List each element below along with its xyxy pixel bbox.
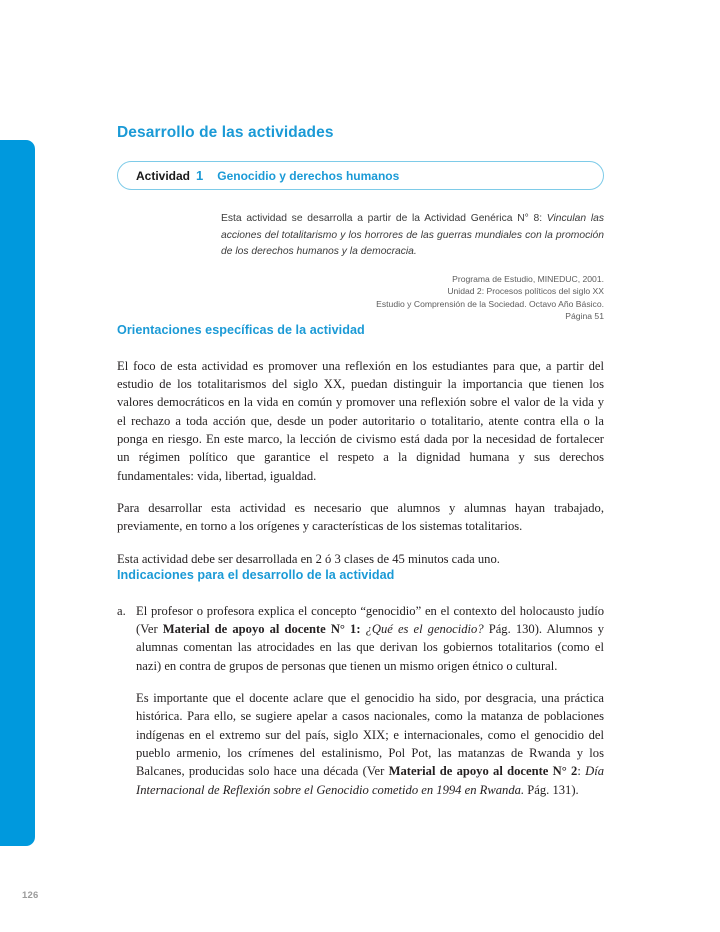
activity-number: 1 [196,168,204,183]
side-tab [0,140,35,846]
list-item-paragraph [136,602,604,675]
par-bold: Material de apoyo al docente N° 1: [162,622,361,637]
orientaciones-paragraph: El foco de esta actividad es promover una reflexión en los estudiantes para que, a partir del estudio de los totalitarismos del siglo XX, puedan distinguir la importancia que tienen los valores democráticos en la vida en común y promover una reflexión sobre el valor de la vida y el rechazo a toda acción que, desde un poder autoritario o totalitario, atente contra ella o la ponga en riesgo. En este marco, la lección de civismo está dada por la necesidad de fortalecer un régimen político que garantice el respeto a la dignidad humana y sus derechos fundamentales: vida, libertad, igualdad. [117,358,604,483]
activity-bar [117,161,604,190]
citation-line: Página 51 [565,311,604,322]
intro-block [221,211,604,323]
par-text: Pág. 131). [524,782,579,797]
par-italic: Día Internacional de Reflexión sobre el Genocidio cometido en 1994 en Rwanda. [136,764,604,797]
page-content [117,124,604,799]
orientaciones-paragraph: Para desarrollar esta actividad es necesario que alumnos y alumnas hayan trabajado, previamente, en torno a los orígenes y características de los sistemas totalitarios. [117,500,604,534]
list-item-paragraph [136,689,604,799]
source-citation [221,273,604,323]
section-heading-orientaciones: Orientaciones específicas de la actividad [117,322,365,337]
intro-text [221,211,604,261]
par-bold: Material de apoyo al docente N° 2 [388,764,578,779]
list-item [117,602,604,799]
citation-line: Unidad 2: Procesos políticos del siglo XX [447,286,604,297]
page-title: Desarrollo de las actividades [117,124,334,141]
citation-line: Programa de Estudio, MINEDUC, 2001. [452,273,604,284]
par-text: Es importante que el docente aclare que el genocidio ha sido, por desgracia, una práctica histórica. Para ello, se sugiere apelar a casos nacionales, como la matanza de poblaciones indígenas en el extremo sur del país, siglo XIX; e internacionales, como el genocidio del pueblo armenio, los crímenes del estalinismo, Pol Pot, las matanzas de Rwanda y los Balcanes, producidas solo hace una década (Ver [136,691,604,779]
par-text: El profesor o profesora explica el concepto “genocidio” en el contexto del holocausto judío (Ver [136,603,604,637]
intro-italic: Vinculan las acciones del totalitarismo y los horrores de las guerras mundiales con la promoción de los derechos humanos y la democracia. [221,213,604,257]
par-text: : [577,764,586,779]
activity-title: Genocidio y derechos humanos [217,168,400,183]
par-text: Pág. 130). Alumnos y alumnas comentan las atrocidades en las que derivan los gobiernos totalitarios (como el nazi) en contra de grupos de personas que tienen un mismo origen étnico o cultural. [136,622,604,673]
par-italic: ¿Qué es el genocidio? [360,622,484,637]
section-heading-indicaciones: Indicaciones para el desarrollo de la actividad [117,567,395,582]
list-item-marker: a. [117,603,126,618]
orientaciones-paragraph: Esta actividad debe ser desarrollada en 2 ó 3 clases de 45 minutos cada uno. [117,551,500,566]
intro-lead: Esta actividad se desarrolla a partir de la Actividad Genérica N° 8: [221,213,543,224]
list-item-body [136,602,604,799]
citation-line: Estudio y Comprensión de la Sociedad. Octavo Año Básico. [376,298,604,309]
activity-label: Actividad [136,168,191,183]
page-number: 126 [22,890,39,901]
